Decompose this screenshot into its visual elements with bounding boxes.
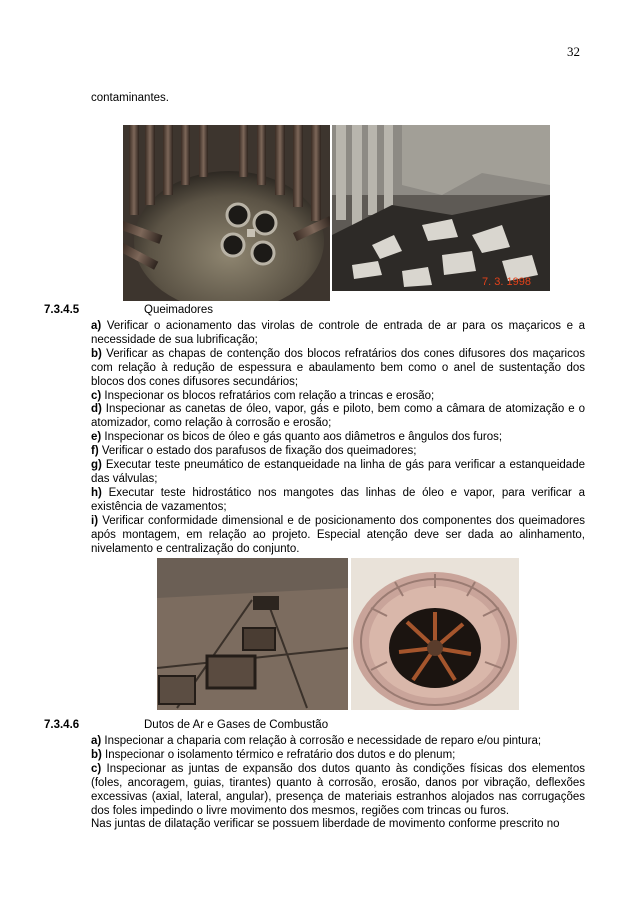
- list-item: [91, 459, 585, 487]
- photo-furnace-burners: [123, 125, 330, 301]
- item-text: Verificar as chapas de contenção dos blocos refratários dos cones difusores dos maçaricos com relação à redução de espessura e abaulamento bem como o anel de sustentação dos blocos dos cones difusores secundários;: [91, 347, 585, 388]
- photo-burner-throat: [351, 558, 519, 710]
- item-marker: d): [91, 403, 102, 416]
- item-text: Inspecionar as canetas de óleo, vapor, gás e piloto, bem como a câmara de atomização e o atomizador, como relação à corrosão e erosão;: [91, 403, 585, 430]
- list-item: [91, 735, 585, 749]
- page-number: 32: [567, 44, 580, 59]
- list-item: [91, 487, 585, 515]
- closing-paragraph: Nas juntas de dilatação verificar se possuem liberdade de movimento conforme prescrito no: [91, 818, 560, 831]
- item-text: Verificar conformidade dimensional e de posicionamento dos componentes dos queimadores após montagem, em relação ao projeto. Especial atenção deve ser dada ao alinhamento, nivelamento e centralização do conjunto.: [91, 514, 585, 555]
- section-heading-queimadores: [44, 304, 213, 316]
- list-item: [91, 403, 585, 431]
- list-item: [91, 749, 585, 763]
- burner-floor-illustration: [157, 558, 348, 710]
- list-item: [91, 431, 585, 445]
- item-marker: e): [91, 431, 102, 444]
- item-text: Verificar o estado dos parafusos de fixação dos queimadores;: [98, 445, 417, 458]
- list-item: [91, 348, 585, 390]
- item-marker: b): [91, 347, 102, 360]
- queimadores-items: [91, 320, 585, 556]
- item-marker: c): [91, 389, 102, 402]
- item-text: Executar teste pneumático de estanqueidade na linha de gás para verificar a estanqueidade das válvulas;: [91, 459, 585, 485]
- photo-damaged-refractory: [332, 125, 550, 291]
- item-text: Inspecionar os blocos refratários com relação a trincas e erosão;: [101, 389, 435, 402]
- item-text: Verificar o acionamento das virolas de controle de entrada de ar para os maçaricos e a necessidade de sua lubrificação;: [91, 320, 585, 346]
- dutos-items: [91, 735, 585, 832]
- item-marker: i): [91, 514, 99, 527]
- item-text: Inspecionar a chaparia com relação à corrosão e necessidade de reparo e/ou pintura;: [101, 735, 542, 747]
- section-number: 7.3.4.5: [44, 304, 80, 316]
- list-item: [91, 390, 585, 404]
- burner-throat-illustration: [351, 558, 519, 710]
- item-text: Inspecionar o isolamento térmico e refratário dos dutos e do plenum;: [101, 748, 456, 761]
- item-marker: g): [91, 459, 102, 472]
- item-text: Inspecionar os bicos de óleo e gás quanto aos diâmetros e ângulos dos furos;: [101, 431, 503, 444]
- list-item: [91, 763, 585, 819]
- item-text: Inspecionar as juntas de expansão dos dutos quanto às condições físicas dos elementos (foles, ancoragem, guias, tirantes) quanto à corrosão, erosão, danos por vibração, deflexões excessivas (axial, lateral, angular), presença de materiais estranhos alojados nas corrugações dos foles impedindo o livre movimento dos mesmos, regiões com trincas ou furos.: [91, 762, 585, 817]
- section-title: Queimadores: [144, 304, 214, 316]
- damaged-refractory-illustration: [332, 125, 550, 291]
- furnace-burners-illustration: [123, 125, 330, 301]
- list-item: [91, 445, 585, 459]
- item-marker: c): [91, 762, 102, 775]
- item-marker: h): [91, 486, 102, 499]
- list-item: [91, 515, 585, 557]
- section-heading-dutos: [44, 719, 328, 731]
- item-marker: b): [91, 748, 102, 761]
- item-marker: f): [91, 445, 99, 458]
- intro-fragment: contaminantes.: [91, 92, 169, 104]
- item-marker: a): [91, 735, 102, 747]
- photo-burner-floor: [157, 558, 348, 710]
- photo-date-stamp: 7. 3. 1998: [482, 276, 531, 288]
- item-text: Executar teste hidrostático nos mangotes das linhas de óleo e vapor, para verificar a existência de vazamentos;: [91, 486, 585, 513]
- item-marker: a): [91, 320, 102, 332]
- list-item: [91, 320, 585, 348]
- section-title: Dutos de Ar e Gases de Combustão: [144, 719, 329, 731]
- section-number: 7.3.4.6: [44, 719, 80, 731]
